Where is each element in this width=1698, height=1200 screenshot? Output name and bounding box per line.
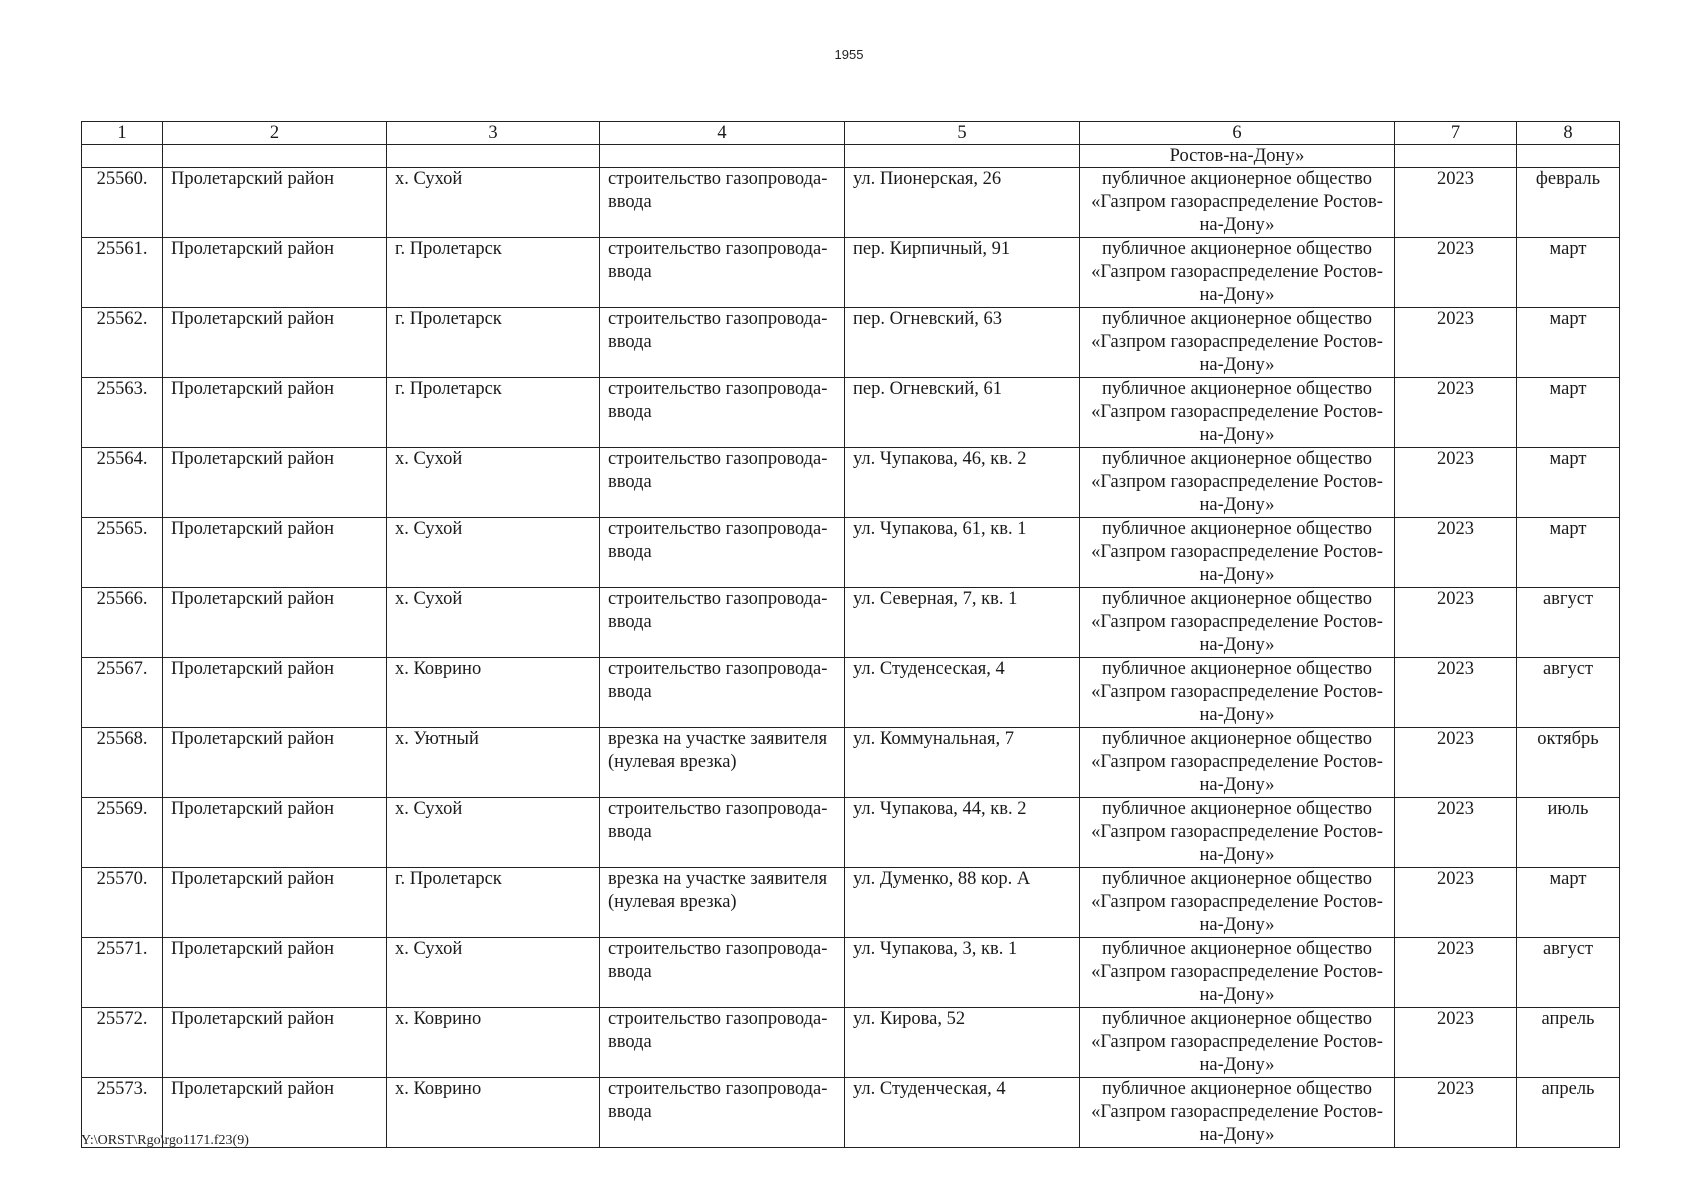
locality-cell: х. Сухой: [387, 588, 600, 658]
year-cell: 2023: [1395, 168, 1517, 238]
work-type-cell: строительство газопровода-ввода: [600, 588, 845, 658]
district-cell: Пролетарский район: [163, 588, 387, 658]
month-cell: март: [1517, 868, 1620, 938]
work-type-cell: строительство газопровода-ввода: [600, 1008, 845, 1078]
table-cell: [600, 145, 845, 168]
table-cell: [1517, 145, 1620, 168]
table-row: [82, 868, 1620, 938]
address-cell: ул. Чупакова, 61, кв. 1: [845, 518, 1080, 588]
organization-cell: публичное акционерное общество «Газпром газораспределение Ростов-на-Дону»: [1080, 1008, 1395, 1078]
locality-cell: х. Коврино: [387, 1008, 600, 1078]
row-number-cell: 25569.: [82, 798, 163, 868]
row-number-cell: 25566.: [82, 588, 163, 658]
organization-cell: публичное акционерное общество «Газпром газораспределение Ростов-на-Дону»: [1080, 658, 1395, 728]
row-number-cell: 25571.: [82, 938, 163, 1008]
address-cell: пер. Огневский, 63: [845, 308, 1080, 378]
table-row: [82, 1008, 1620, 1078]
table-row: [82, 378, 1620, 448]
month-cell: март: [1517, 378, 1620, 448]
column-header: 7: [1395, 122, 1517, 145]
district-cell: Пролетарский район: [163, 168, 387, 238]
table-cell: Ростов-на-Дону»: [1080, 145, 1395, 168]
district-cell: Пролетарский район: [163, 728, 387, 798]
month-cell: март: [1517, 518, 1620, 588]
district-cell: Пролетарский район: [163, 1078, 387, 1148]
district-cell: Пролетарский район: [163, 378, 387, 448]
locality-cell: х. Коврино: [387, 658, 600, 728]
table-row: [82, 658, 1620, 728]
address-cell: ул. Думенко, 88 кор. А: [845, 868, 1080, 938]
row-number-cell: 25568.: [82, 728, 163, 798]
row-number-cell: 25567.: [82, 658, 163, 728]
organization-cell: публичное акционерное общество «Газпром газораспределение Ростов-на-Дону»: [1080, 868, 1395, 938]
work-type-cell: строительство газопровода-ввода: [600, 168, 845, 238]
locality-cell: г. Пролетарск: [387, 308, 600, 378]
month-cell: август: [1517, 658, 1620, 728]
column-header: 6: [1080, 122, 1395, 145]
locality-cell: х. Сухой: [387, 938, 600, 1008]
organization-cell: публичное акционерное общество «Газпром газораспределение Ростов-на-Дону»: [1080, 588, 1395, 658]
work-type-cell: строительство газопровода-ввода: [600, 1078, 845, 1148]
district-cell: Пролетарский район: [163, 518, 387, 588]
organization-cell: публичное акционерное общество «Газпром газораспределение Ростов-на-Дону»: [1080, 308, 1395, 378]
column-header: 1: [82, 122, 163, 145]
organization-cell: публичное акционерное общество «Газпром газораспределение Ростов-на-Дону»: [1080, 798, 1395, 868]
month-cell: апрель: [1517, 1008, 1620, 1078]
table-row: [82, 448, 1620, 518]
month-cell: февраль: [1517, 168, 1620, 238]
table-row: [82, 798, 1620, 868]
district-cell: Пролетарский район: [163, 658, 387, 728]
row-number-cell: 25562.: [82, 308, 163, 378]
locality-cell: г. Пролетарск: [387, 868, 600, 938]
work-type-cell: строительство газопровода-ввода: [600, 518, 845, 588]
column-number-header: [82, 122, 1620, 145]
organization-cell: публичное акционерное общество «Газпром газораспределение Ростов-на-Дону»: [1080, 238, 1395, 308]
district-cell: Пролетарский район: [163, 868, 387, 938]
work-type-cell: строительство газопровода-ввода: [600, 378, 845, 448]
address-cell: ул. Студенсеская, 4: [845, 658, 1080, 728]
work-type-cell: строительство газопровода-ввода: [600, 448, 845, 518]
column-header: 4: [600, 122, 845, 145]
year-cell: 2023: [1395, 448, 1517, 518]
locality-cell: г. Пролетарск: [387, 238, 600, 308]
work-type-cell: врезка на участке заявителя (нулевая врезка): [600, 728, 845, 798]
row-number-cell: 25572.: [82, 1008, 163, 1078]
footer-file-path: Y:\ORST\Rgo\rgo1171.f23(9): [81, 1133, 249, 1148]
year-cell: 2023: [1395, 798, 1517, 868]
table-row: [82, 728, 1620, 798]
table-row: [82, 588, 1620, 658]
table-row: [82, 168, 1620, 238]
work-type-cell: строительство газопровода-ввода: [600, 238, 845, 308]
year-cell: 2023: [1395, 658, 1517, 728]
work-type-cell: врезка на участке заявителя (нулевая врезка): [600, 868, 845, 938]
address-cell: ул. Чупакова, 44, кв. 2: [845, 798, 1080, 868]
district-cell: Пролетарский район: [163, 308, 387, 378]
table-cell: [82, 145, 163, 168]
year-cell: 2023: [1395, 378, 1517, 448]
locality-cell: г. Пролетарск: [387, 378, 600, 448]
table-row: [82, 938, 1620, 1008]
table-cell: [845, 145, 1080, 168]
year-cell: 2023: [1395, 518, 1517, 588]
column-header: 2: [163, 122, 387, 145]
organization-cell: публичное акционерное общество «Газпром газораспределение Ростов-на-Дону»: [1080, 728, 1395, 798]
row-number-cell: 25561.: [82, 238, 163, 308]
row-number-cell: 25573.: [82, 1078, 163, 1148]
row-number-cell: 25564.: [82, 448, 163, 518]
year-cell: 2023: [1395, 938, 1517, 1008]
month-cell: июль: [1517, 798, 1620, 868]
work-type-cell: строительство газопровода-ввода: [600, 658, 845, 728]
month-cell: апрель: [1517, 1078, 1620, 1148]
table-row: [82, 238, 1620, 308]
locality-cell: х. Сухой: [387, 798, 600, 868]
register-table: [81, 121, 1620, 1148]
row-number-cell: 25565.: [82, 518, 163, 588]
work-type-cell: строительство газопровода-ввода: [600, 938, 845, 1008]
month-cell: август: [1517, 588, 1620, 658]
organization-cell: публичное акционерное общество «Газпром газораспределение Ростов-на-Дону»: [1080, 378, 1395, 448]
address-cell: пер. Огневский, 61: [845, 378, 1080, 448]
address-cell: ул. Кирова, 52: [845, 1008, 1080, 1078]
month-cell: октябрь: [1517, 728, 1620, 798]
organization-cell: публичное акционерное общество «Газпром газораспределение Ростов-на-Дону»: [1080, 938, 1395, 1008]
table-cell: [163, 145, 387, 168]
address-cell: ул. Коммунальная, 7: [845, 728, 1080, 798]
address-cell: ул. Чупакова, 46, кв. 2: [845, 448, 1080, 518]
address-cell: ул. Чупакова, 3, кв. 1: [845, 938, 1080, 1008]
month-cell: март: [1517, 308, 1620, 378]
table-cell: [1395, 145, 1517, 168]
locality-cell: х. Сухой: [387, 448, 600, 518]
address-cell: ул. Пионерская, 26: [845, 168, 1080, 238]
work-type-cell: строительство газопровода-ввода: [600, 308, 845, 378]
month-cell: март: [1517, 448, 1620, 518]
organization-cell: публичное акционерное общество «Газпром газораспределение Ростов-на-Дону»: [1080, 448, 1395, 518]
locality-cell: х. Сухой: [387, 168, 600, 238]
month-cell: март: [1517, 238, 1620, 308]
year-cell: 2023: [1395, 728, 1517, 798]
locality-cell: х. Коврино: [387, 1078, 600, 1148]
column-header: 5: [845, 122, 1080, 145]
year-cell: 2023: [1395, 588, 1517, 658]
address-cell: ул. Студенческая, 4: [845, 1078, 1080, 1148]
column-header: 8: [1517, 122, 1620, 145]
district-cell: Пролетарский район: [163, 448, 387, 518]
locality-cell: х. Уютный: [387, 728, 600, 798]
district-cell: Пролетарский район: [163, 238, 387, 308]
address-cell: пер. Кирпичный, 91: [845, 238, 1080, 308]
row-number-cell: 25560.: [82, 168, 163, 238]
page-number: 1955: [834, 47, 864, 62]
year-cell: 2023: [1395, 1078, 1517, 1148]
year-cell: 2023: [1395, 1008, 1517, 1078]
table-cell: [387, 145, 600, 168]
year-cell: 2023: [1395, 308, 1517, 378]
work-type-cell: строительство газопровода-ввода: [600, 798, 845, 868]
month-cell: август: [1517, 938, 1620, 1008]
table-row: [82, 518, 1620, 588]
row-number-cell: 25563.: [82, 378, 163, 448]
district-cell: Пролетарский район: [163, 1008, 387, 1078]
continuation-row: [82, 145, 1620, 168]
address-cell: ул. Северная, 7, кв. 1: [845, 588, 1080, 658]
organization-cell: публичное акционерное общество «Газпром газораспределение Ростов-на-Дону»: [1080, 168, 1395, 238]
organization-cell: публичное акционерное общество «Газпром газораспределение Ростов-на-Дону»: [1080, 1078, 1395, 1148]
year-cell: 2023: [1395, 868, 1517, 938]
district-cell: Пролетарский район: [163, 798, 387, 868]
locality-cell: х. Сухой: [387, 518, 600, 588]
year-cell: 2023: [1395, 238, 1517, 308]
district-cell: Пролетарский район: [163, 938, 387, 1008]
column-header: 3: [387, 122, 600, 145]
table-row: [82, 308, 1620, 378]
organization-cell: публичное акционерное общество «Газпром газораспределение Ростов-на-Дону»: [1080, 518, 1395, 588]
row-number-cell: 25570.: [82, 868, 163, 938]
table-row: [82, 1078, 1620, 1148]
